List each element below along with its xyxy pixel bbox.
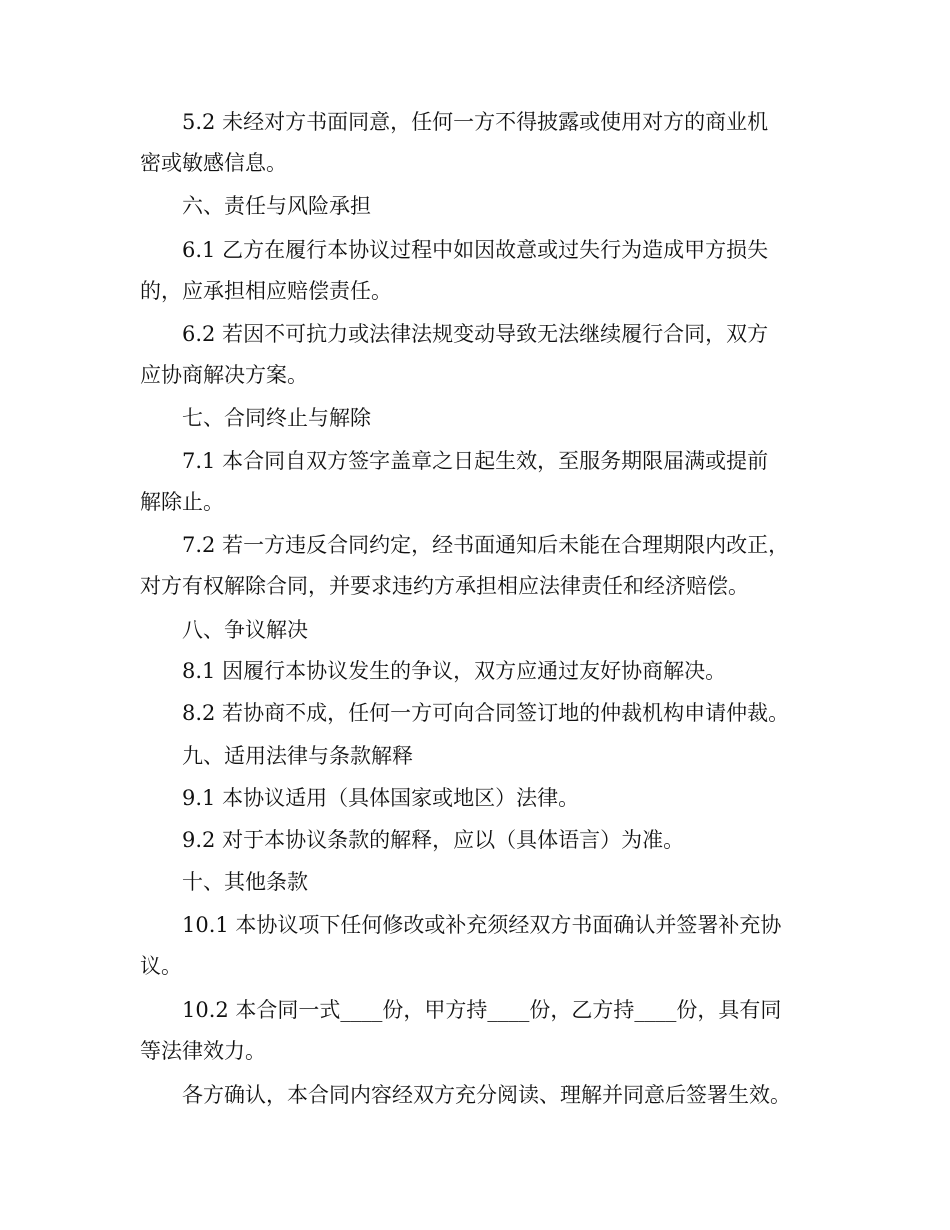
clause-7-2-line-1: 7.2 若一方违反合同约定，经书面通知后未能在合理期限内改正，	[182, 533, 790, 557]
clause-8-2: 8.2 若协商不成，任何一方可向合同签订地的仲裁机构申请仲裁。	[182, 701, 790, 725]
section-heading-7: 七、合同终止与解除	[182, 406, 371, 430]
clause-10-1-line-1: 10.1 本协议项下任何修改或补充须经双方书面确认并签署补充协	[182, 913, 782, 937]
closing-statement: 各方确认，本合同内容经双方充分阅读、理解并同意后签署生效。	[182, 1083, 791, 1107]
clause-6-1-line-1: 6.1 乙方在履行本协议过程中如因故意或过失行为造成甲方损失	[182, 238, 769, 262]
clause-9-2: 9.2 对于本协议条款的解释，应以（具体语言）为准。	[182, 828, 685, 852]
clause-7-1-line-2: 解除止。	[140, 490, 224, 514]
clause-10-2-line-2: 等法律效力。	[140, 1039, 266, 1063]
section-heading-6: 六、责任与风险承担	[182, 194, 371, 218]
clause-9-1: 9.1 本协议适用（具体国家或地区）法律。	[182, 786, 580, 810]
section-heading-8: 八、争议解决	[182, 618, 308, 642]
clause-6-2-line-1: 6.2 若因不可抗力或法律法规变动导致无法继续履行合同，双方	[182, 322, 769, 346]
clause-5-2-line-2: 密或敏感信息。	[140, 151, 287, 175]
clause-5-2-line-1: 5.2 未经对方书面同意，任何一方不得披露或使用对方的商业机	[182, 110, 769, 134]
clause-8-1: 8.1 因履行本协议发生的争议，双方应通过友好协商解决。	[182, 659, 727, 683]
clause-10-2-line-1: 10.2 本合同一式____份，甲方持____份，乙方持____份，具有同	[182, 998, 782, 1022]
clause-6-2-line-2: 应协商解决方案。	[140, 363, 308, 387]
clause-7-1-line-1: 7.1 本合同自双方签字盖章之日起生效，至服务期限届满或提前	[182, 449, 769, 473]
section-heading-9: 九、适用法律与条款解释	[182, 744, 413, 768]
clause-7-2-line-2: 对方有权解除合同，并要求违约方承担相应法律责任和经济赔偿。	[140, 574, 749, 598]
clause-10-1-line-2: 议。	[140, 954, 182, 978]
section-heading-10: 十、其他条款	[182, 870, 308, 894]
clause-6-1-line-2: 的，应承担相应赔偿责任。	[140, 279, 392, 303]
